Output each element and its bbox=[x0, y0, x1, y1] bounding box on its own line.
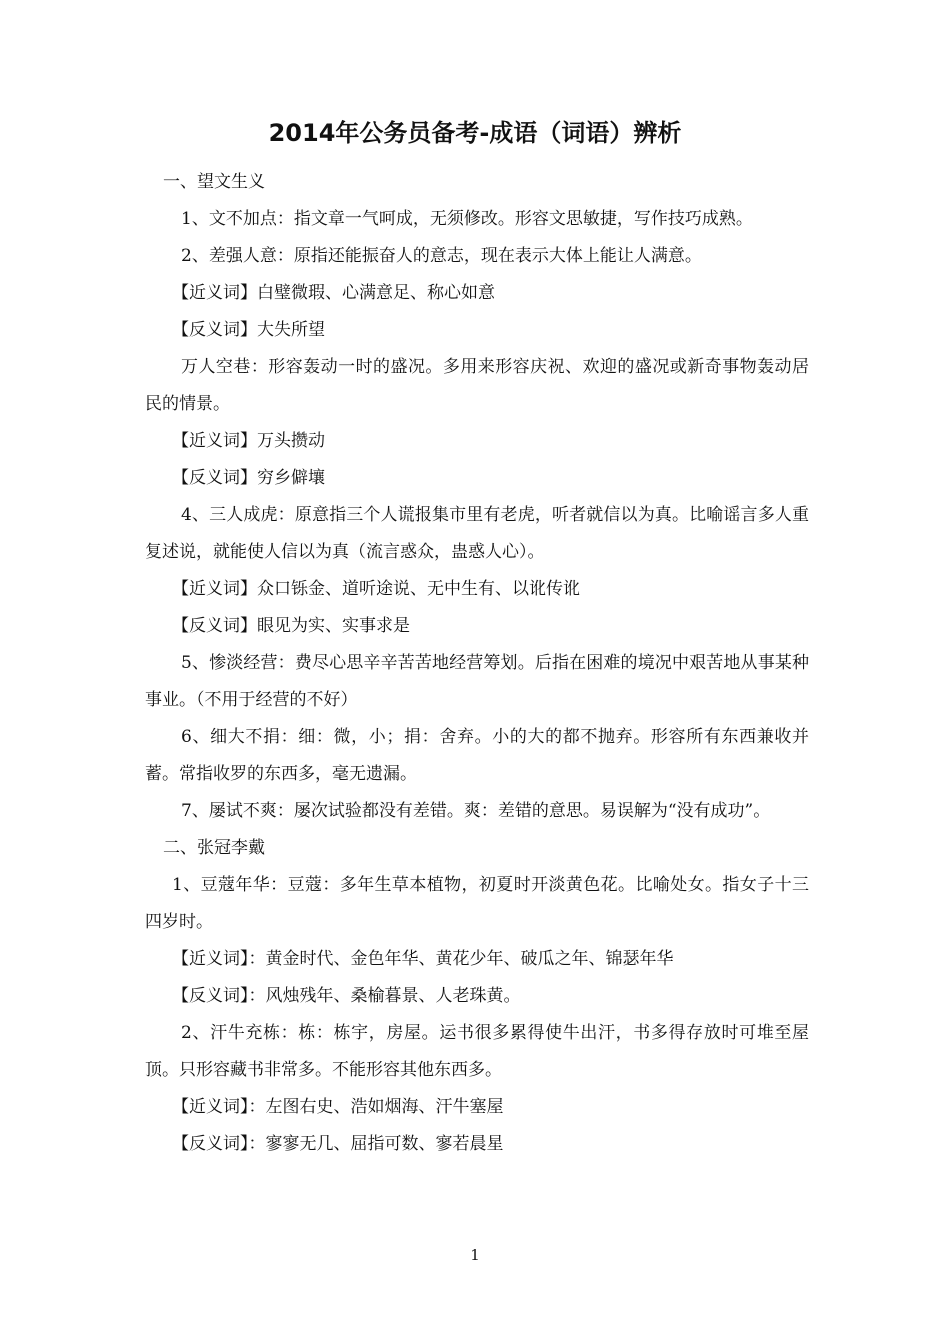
paragraph: 1、文不加点：指文章一气呵成，无须修改。形容文思敏捷，写作技巧成熟。 bbox=[181, 209, 753, 229]
paragraph: 万人空巷：形容轰动一时的盛况。多用来形容庆祝、欢迎的盛况或新奇事物轰动居民的情景。 bbox=[145, 357, 809, 414]
paragraph: 2、差强人意：原指还能振奋人的意志，现在表示大体上能让人满意。 bbox=[181, 246, 702, 266]
paragraph: 【反义词】大失所望 bbox=[172, 320, 325, 340]
paragraph: 【近义词】：黄金时代、金色年华、黄花少年、破瓜之年、锦瑟年华 bbox=[172, 949, 674, 969]
paragraph: 1、豆蔻年华：豆蔻：多年生草本植物，初夏时开淡黄色花。比喻处女。指女子十三四岁时。 bbox=[145, 875, 809, 932]
paragraph: 4、三人成虎：原意指三个人谎报集市里有老虎，听者就信以为真。比喻谣言多人重复述说，就能使人信以为真（流言惑众，蛊惑人心）。 bbox=[145, 505, 809, 562]
paragraph: 【反义词】眼见为实、实事求是 bbox=[172, 616, 410, 636]
paragraph: 【反义词】：风烛残年、桑榆暮景、人老珠黄。 bbox=[172, 986, 521, 1006]
paragraph: 【反义词】穷乡僻壤 bbox=[172, 468, 325, 488]
paragraph: 6、细大不捐：细：微，小；捐：舍弃。小的大的都不抛弃。形容所有东西兼收并蓄。常指收罗的东西多，毫无遗漏。 bbox=[145, 727, 809, 784]
paragraph: 【近义词】白璧微瑕、心满意足、称心如意 bbox=[172, 283, 495, 303]
paragraph: 5、惨淡经营：费尽心思辛辛苦苦地经营筹划。后指在困难的境况中艰苦地从事某种事业。（不用于经营的不好） bbox=[145, 653, 809, 710]
paragraph: 【近义词】：左图右史、浩如烟海、汗牛塞屋 bbox=[172, 1097, 504, 1117]
paragraph: 【反义词】：寥寥无几、屈指可数、寥若晨星 bbox=[172, 1134, 504, 1154]
paragraph: 二、张冠李戴 bbox=[163, 838, 265, 858]
paragraph: 一、望文生义 bbox=[163, 172, 265, 192]
page-number: 1 bbox=[470, 1246, 480, 1264]
paragraph: 【近义词】众口铄金、道听途说、无中生有、以讹传讹 bbox=[172, 579, 580, 599]
paragraph: 7、屡试不爽：屡次试验都没有差错。爽：差错的意思。易误解为“没有成功”。 bbox=[181, 801, 771, 821]
document-body bbox=[145, 164, 809, 1163]
paragraph: 2、汗牛充栋：栋：栋宇，房屋。运书很多累得使牛出汗，书多得存放时可堆至屋顶。只形容藏书非常多。不能形容其他东西多。 bbox=[145, 1023, 809, 1080]
document-title: 2014年公务员备考-成语（词语）辨析 bbox=[268, 119, 682, 147]
paragraph: 【近义词】万头攒动 bbox=[172, 431, 325, 451]
